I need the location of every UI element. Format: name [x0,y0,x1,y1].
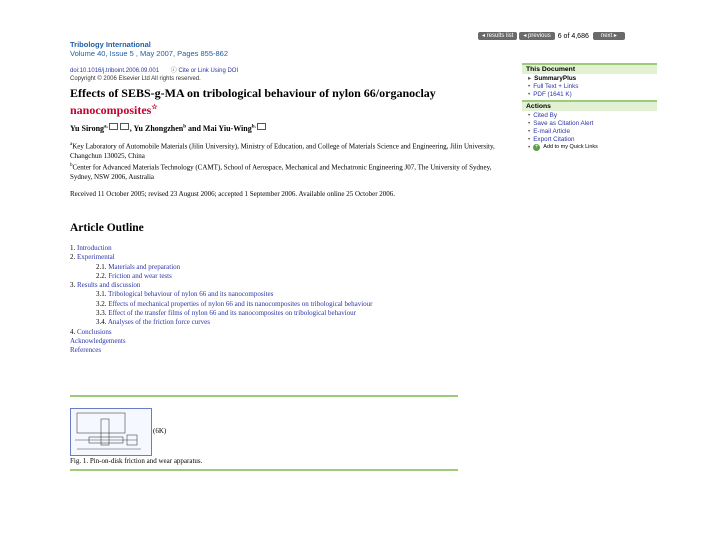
actions-header: Actions [522,100,657,111]
outline-item [70,346,470,355]
email-icon[interactable] [257,123,266,130]
previous-button[interactable]: ◂ previous [519,32,554,40]
outline-link[interactable]: Analyses of the friction force curves [107,318,210,327]
outline-item [70,309,470,318]
bullet-icon: • [528,135,531,143]
outline-link[interactable]: Experimental [77,253,115,262]
sidebar [522,63,657,153]
export-citation-link[interactable]: Export Citation [533,135,575,143]
add-quick-link-icon[interactable]: + [534,143,539,150]
outline-link[interactable]: Effect of the transfer films of nylon 66 and its nanocomposites on tribological behaviour [108,309,356,318]
results-list-button[interactable]: ◂ results list [478,32,517,40]
outline-item [70,290,470,299]
outline-number: 2.1. [96,262,107,271]
outline-link[interactable]: Materials and preparation [108,262,181,271]
outline-number: 1. [70,244,76,252]
affiliation-b: Center for Advanced Materials Technology (CAMT), School of Aerospace, Mechanical and Mechatronic Engineering J07, The University of Sydney, Sydney, NSW 2006, Australia [70,163,492,181]
outline-number: 3.4. [96,318,107,327]
bullet-icon: • [528,127,531,135]
divider [70,469,458,471]
bullet-icon: • [528,82,531,90]
author-and: and [188,124,201,133]
affil-b-sup: b [70,162,73,168]
outline-link[interactable]: Tribological behaviour of nylon 66 and its nanocomposites [108,290,274,299]
summary-plus-link[interactable]: SummaryPlus [534,75,577,82]
figure-size: (6K) [153,427,167,435]
affiliation-a: Key Laboratory of Automobile Materials (Jilin University), Ministry of Education, and College of Materials Science and Engineering, Jilin University, Changchun 130025, China [70,142,495,160]
outline-link[interactable]: Friction and wear tests [108,271,172,280]
author-list: Yu Sirong$^{a,}$ , Yu Zhongzhen$^b$ and Mai Yiu-Wing$^{b,}$ [70,123,267,133]
bullet-icon: • [528,90,531,98]
outline-number: 3.3. [96,309,107,318]
outline-item [70,328,470,337]
full-text-link[interactable]: Full Text + Links [533,82,579,90]
article-outline [70,244,470,356]
outline-item [70,272,470,281]
outline-item [70,263,470,272]
outline-number: 3.1. [96,290,107,299]
outline-number: 3.2. [96,299,107,308]
outline-link[interactable]: Effects of mechanical properties of nylon 66 and its nanocomposites on tribological behaviour [108,299,373,308]
bullet-icon: • [528,112,531,120]
quick-links-link[interactable]: Add to my Quick Links [543,143,598,150]
author-3: Mai Yiu-Wing [202,124,252,133]
outline-heading: Article Outline [70,222,144,234]
outline-item [70,337,470,346]
affil-a-sup: a [70,142,73,147]
figure-thumbnail[interactable] [70,408,152,456]
bullet-icon: • [528,143,531,151]
article-title [70,87,500,117]
doi-block [70,68,238,83]
journal-name[interactable]: Tribology International [70,40,151,49]
apparatus-diagram [71,409,151,455]
outline-number: 4. [70,327,76,336]
outline-item [70,318,470,327]
results-nav [478,32,627,40]
next-button[interactable]: next ▸ [593,32,625,40]
outline-item [70,253,470,262]
received-dates: Received 11 October 2005; revised 23 August 2006; accepted 1 September 2006. Available online 25 October 2006. [70,190,396,198]
pdf-link[interactable]: PDF (1641 K) [533,90,572,98]
outline-link[interactable]: Introduction [77,244,112,252]
author-2-sup[interactable]: b [183,124,186,130]
author-1-sup[interactable]: a, [104,124,108,130]
copyright: Copyright © 2006 Elsevier Ltd All rights reserved. [70,75,201,82]
cited-by-link[interactable]: Cited By [533,112,558,120]
title-highlight: nanocomposites [70,102,152,117]
outline-link[interactable]: Acknowledgements [70,336,126,345]
journal-issue[interactable]: Volume 40, Issue 5 , May 2007, Pages 855-862 [70,49,229,58]
outline-link[interactable]: Conclusions [77,327,112,336]
doi-link[interactable]: doi:10.1016/j.triboint.2006.09.001 [70,68,160,74]
outline-item [70,244,470,253]
result-count: 6 of 4,686 [557,32,589,40]
author-1: Yu Sirong [70,124,105,133]
divider [70,395,458,397]
outline-number: 3. [70,281,76,290]
this-document-header: This Document [522,63,657,74]
journal-header [70,40,228,58]
arrow-icon: ▸ [528,75,532,82]
cite-icon[interactable]: ⓘ [170,68,177,74]
cite-link[interactable]: Cite or Link Using DOI [178,68,239,74]
bullet-icon: • [528,120,531,128]
save-alert-link[interactable]: Save as Citation Alert [533,120,594,128]
title-footnote-star[interactable]: ☆ [151,102,158,111]
email-icon[interactable] [120,123,129,130]
figure-caption: Fig. 1. Pin-on-disk friction and wear apparatus. [70,457,203,465]
title-text: Effects of SEBS-g-MA on tribological behaviour of nylon 66/organoclay [70,86,436,100]
outline-number: 2.2. [96,271,107,280]
author-3-sup[interactable]: b, [251,124,256,130]
outline-item [70,300,470,309]
correspondence-icon[interactable] [109,123,118,130]
author-2: Yu Zhongzhen [133,124,184,133]
outline-link[interactable]: References [70,346,102,355]
outline-item [70,281,470,290]
outline-link[interactable]: Results and discussion [77,281,141,290]
outline-number: 2. [70,253,76,262]
affiliations [70,140,510,182]
email-article-link[interactable]: E-mail Article [533,127,570,135]
